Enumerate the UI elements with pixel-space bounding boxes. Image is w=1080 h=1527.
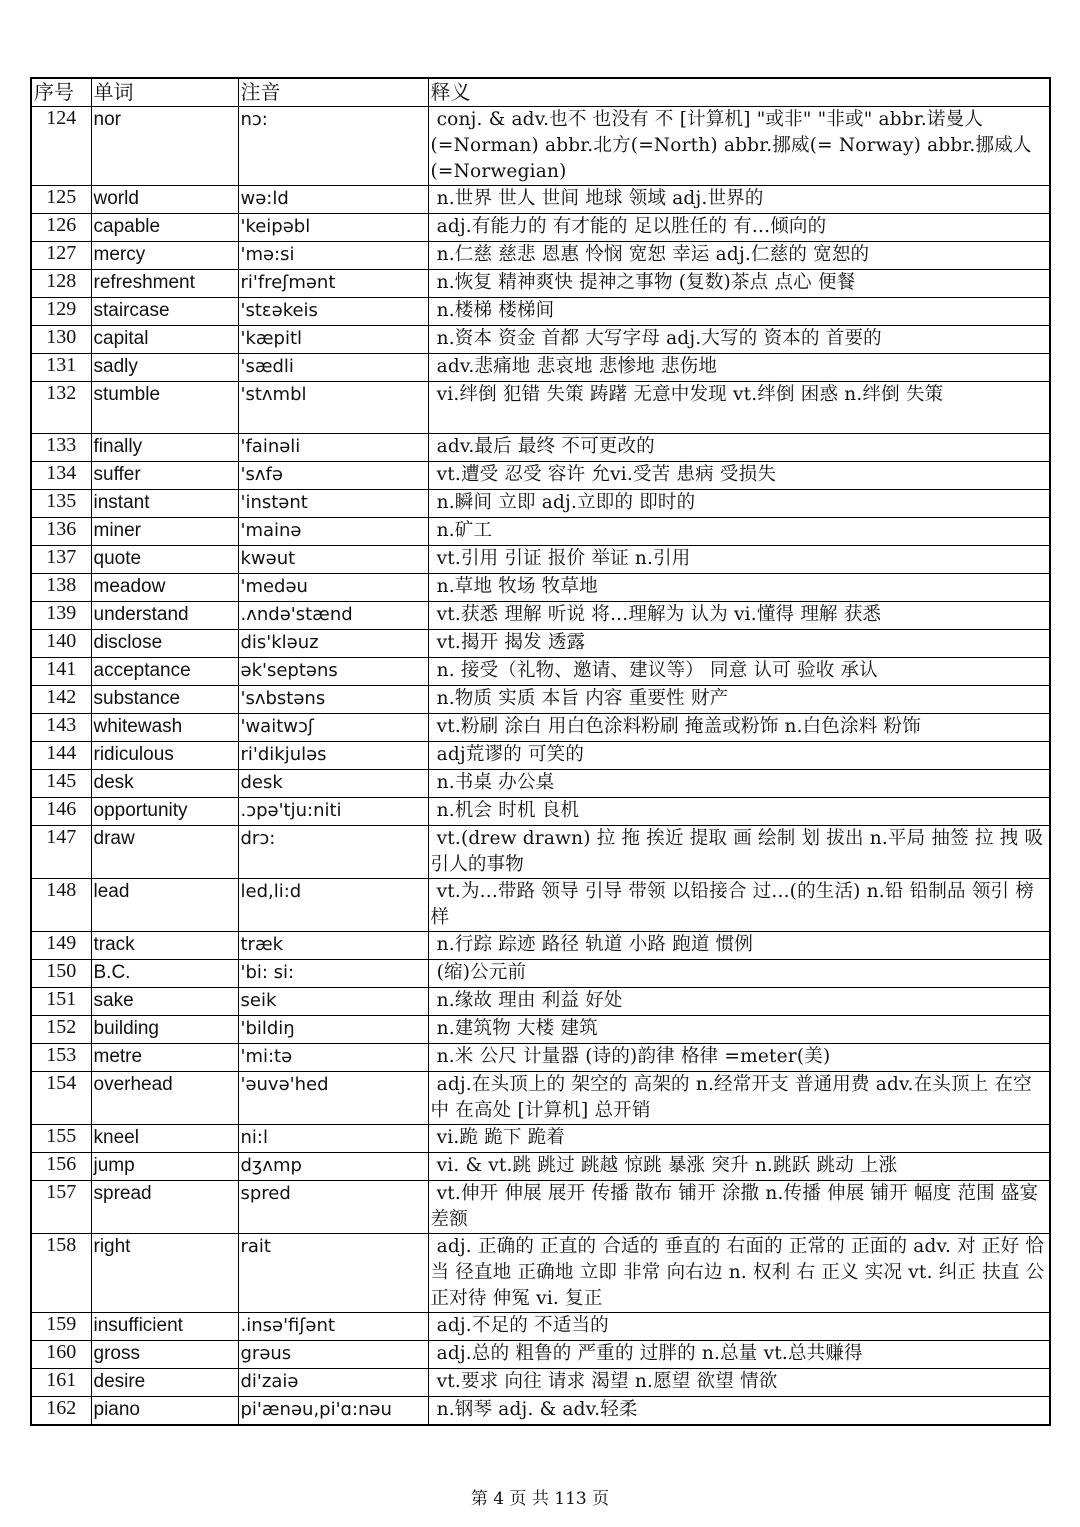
row-number: 124	[31, 107, 91, 186]
row-definition: adv.最后 最终 不可更改的	[428, 434, 1050, 462]
table-row	[31, 214, 1050, 242]
row-number: 149	[31, 932, 91, 960]
table-row	[31, 742, 1050, 770]
row-number: 126	[31, 214, 91, 242]
table-row	[31, 826, 1050, 879]
row-phonetic: 'əuvə'hed	[238, 1072, 428, 1125]
row-phonetic: rait	[238, 1234, 428, 1313]
row-definition: n.资本 资金 首都 大写字母 adj.大写的 资本的 首要的	[428, 326, 1050, 354]
table-row	[31, 186, 1050, 214]
header-definition: 释义	[428, 78, 1050, 107]
row-phonetic: 'kæpitl	[238, 326, 428, 354]
row-word: desk	[91, 770, 238, 798]
row-phonetic: desk	[238, 770, 428, 798]
row-word: piano	[91, 1397, 238, 1426]
table-row	[31, 1313, 1050, 1341]
row-definition: n.米 公尺 计量器 (诗的)韵律 格律 =meter(美)	[428, 1044, 1050, 1072]
row-word: stumble	[91, 382, 238, 434]
row-number: 161	[31, 1369, 91, 1397]
row-phonetic: .ɔpə'tju:niti	[238, 798, 428, 826]
row-definition: n.矿工	[428, 518, 1050, 546]
row-phonetic: 'sʌfə	[238, 462, 428, 490]
row-definition: vt.(drew drawn) 拉 拖 挨近 提取 画 绘制 划 拔出 n.平局 抽签 拉 拽 吸引人的事物	[428, 826, 1050, 879]
row-number: 162	[31, 1397, 91, 1426]
row-word: insufficient	[91, 1313, 238, 1341]
row-definition: n.楼梯 楼梯间	[428, 298, 1050, 326]
table-row	[31, 1016, 1050, 1044]
row-number: 148	[31, 879, 91, 932]
table-row	[31, 932, 1050, 960]
table-row	[31, 658, 1050, 686]
table-row	[31, 630, 1050, 658]
table-row	[31, 326, 1050, 354]
row-number: 131	[31, 354, 91, 382]
row-word: understand	[91, 602, 238, 630]
row-definition: n.瞬间 立即 adj.立即的 即时的	[428, 490, 1050, 518]
table-row	[31, 1181, 1050, 1234]
row-word: mercy	[91, 242, 238, 270]
table-row	[31, 490, 1050, 518]
table-body	[31, 107, 1050, 1426]
header-num: 序号	[31, 78, 91, 107]
table-row	[31, 960, 1050, 988]
row-phonetic: 'waitwɔʃ	[238, 714, 428, 742]
table-row	[31, 798, 1050, 826]
row-number: 125	[31, 186, 91, 214]
table-row	[31, 242, 1050, 270]
row-phonetic: dis'kləuz	[238, 630, 428, 658]
row-phonetic: ri'dikjuləs	[238, 742, 428, 770]
row-word: finally	[91, 434, 238, 462]
row-word: lead	[91, 879, 238, 932]
row-word: meadow	[91, 574, 238, 602]
row-word: nor	[91, 107, 238, 186]
row-word: capital	[91, 326, 238, 354]
row-phonetic: 'bi: si:	[238, 960, 428, 988]
row-phonetic: ni:l	[238, 1125, 428, 1153]
row-number: 134	[31, 462, 91, 490]
row-word: refreshment	[91, 270, 238, 298]
table-row	[31, 382, 1050, 434]
row-phonetic: .insə'fiʃənt	[238, 1313, 428, 1341]
row-phonetic: led,li:d	[238, 879, 428, 932]
row-definition: adj.在头顶上的 架空的 高架的 n.经常开支 普通用费 adv.在头顶上 在空中 在高处 [计算机] 总开销	[428, 1072, 1050, 1125]
row-number: 147	[31, 826, 91, 879]
row-phonetic: seik	[238, 988, 428, 1016]
row-phonetic: 'stʌmbl	[238, 382, 428, 434]
row-phonetic: 'sædli	[238, 354, 428, 382]
row-word: desire	[91, 1369, 238, 1397]
row-definition: vt.伸开 伸展 展开 传播 散布 铺开 涂撒 n.传播 伸展 铺开 幅度 范围 盛宴 差额	[428, 1181, 1050, 1234]
row-phonetic: nɔ:	[238, 107, 428, 186]
row-definition: adv.悲痛地 悲哀地 悲惨地 悲伤地	[428, 354, 1050, 382]
row-definition: vi. & vt.跳 跳过 跳越 惊跳 暴涨 突升 n.跳跃 跳动 上涨	[428, 1153, 1050, 1181]
row-word: world	[91, 186, 238, 214]
row-definition: n.世界 世人 世间 地球 领域 adj.世界的	[428, 186, 1050, 214]
row-number: 145	[31, 770, 91, 798]
row-word: metre	[91, 1044, 238, 1072]
row-phonetic: 'fainəli	[238, 434, 428, 462]
row-definition: vt.粉刷 涂白 用白色涂料粉刷 掩盖或粉饰 n.白色涂料 粉饰	[428, 714, 1050, 742]
row-definition: n.缘故 理由 利益 好处	[428, 988, 1050, 1016]
row-phonetic: ri'freʃmənt	[238, 270, 428, 298]
table-row	[31, 518, 1050, 546]
row-phonetic: dʒʌmp	[238, 1153, 428, 1181]
row-number: 128	[31, 270, 91, 298]
row-word: opportunity	[91, 798, 238, 826]
table-row	[31, 1044, 1050, 1072]
row-phonetic: .ʌndə'stænd	[238, 602, 428, 630]
vocabulary-sheet	[30, 77, 1049, 1426]
row-number: 156	[31, 1153, 91, 1181]
row-phonetic: 'bildiŋ	[238, 1016, 428, 1044]
table-row	[31, 770, 1050, 798]
table-row	[31, 107, 1050, 186]
row-number: 146	[31, 798, 91, 826]
row-number: 150	[31, 960, 91, 988]
row-phonetic: spred	[238, 1181, 428, 1234]
row-definition: n.行踪 踪迹 路径 轨道 小路 跑道 惯例	[428, 932, 1050, 960]
row-word: miner	[91, 518, 238, 546]
row-number: 127	[31, 242, 91, 270]
row-phonetic: træk	[238, 932, 428, 960]
row-number: 135	[31, 490, 91, 518]
row-word: spread	[91, 1181, 238, 1234]
row-word: kneel	[91, 1125, 238, 1153]
row-definition: n. 接受（礼物、邀请、建议等） 同意 认可 验收 承认	[428, 658, 1050, 686]
row-number: 154	[31, 1072, 91, 1125]
row-definition: n.机会 时机 良机	[428, 798, 1050, 826]
row-number: 132	[31, 382, 91, 434]
table-row	[31, 1397, 1050, 1426]
row-word: draw	[91, 826, 238, 879]
vocabulary-table	[30, 77, 1051, 1426]
row-word: building	[91, 1016, 238, 1044]
row-phonetic: grəus	[238, 1341, 428, 1369]
row-phonetic: 'sʌbstəns	[238, 686, 428, 714]
row-number: 155	[31, 1125, 91, 1153]
row-definition: n.草地 牧场 牧草地	[428, 574, 1050, 602]
row-number: 160	[31, 1341, 91, 1369]
row-definition: adj.总的 粗鲁的 严重的 过胖的 n.总量 vt.总共赚得	[428, 1341, 1050, 1369]
row-definition: adj.有能力的 有才能的 足以胜任的 有...倾向的	[428, 214, 1050, 242]
row-phonetic: wə:ld	[238, 186, 428, 214]
table-row	[31, 270, 1050, 298]
row-word: overhead	[91, 1072, 238, 1125]
row-number: 130	[31, 326, 91, 354]
row-definition: n.恢复 精神爽快 提神之事物 (复数)茶点 点心 便餐	[428, 270, 1050, 298]
row-word: track	[91, 932, 238, 960]
row-definition: vt.引用 引证 报价 举证 n.引用	[428, 546, 1050, 574]
table-row	[31, 1234, 1050, 1313]
row-definition: n.钢琴 adj. & adv.轻柔	[428, 1397, 1050, 1426]
row-phonetic: 'instənt	[238, 490, 428, 518]
row-word: disclose	[91, 630, 238, 658]
table-row	[31, 462, 1050, 490]
row-number: 157	[31, 1181, 91, 1234]
row-definition: n.物质 实质 本旨 内容 重要性 财产	[428, 686, 1050, 714]
row-number: 137	[31, 546, 91, 574]
table-row	[31, 1153, 1050, 1181]
row-number: 159	[31, 1313, 91, 1341]
header-word: 单词	[91, 78, 238, 107]
row-phonetic: 'stεəkeis	[238, 298, 428, 326]
row-word: acceptance	[91, 658, 238, 686]
row-number: 153	[31, 1044, 91, 1072]
row-word: instant	[91, 490, 238, 518]
row-number: 143	[31, 714, 91, 742]
row-number: 139	[31, 602, 91, 630]
table-row	[31, 298, 1050, 326]
row-word: substance	[91, 686, 238, 714]
row-word: sadly	[91, 354, 238, 382]
row-phonetic: drɔ:	[238, 826, 428, 879]
row-phonetic: 'medəu	[238, 574, 428, 602]
table-header-row	[31, 78, 1050, 107]
row-word: whitewash	[91, 714, 238, 742]
row-word: sake	[91, 988, 238, 1016]
row-word: right	[91, 1234, 238, 1313]
row-definition: vt.为...带路 领导 引导 带领 以铅接合 过...(的生活) n.铅 铅制品 领引 榜样	[428, 879, 1050, 932]
table-row	[31, 1341, 1050, 1369]
row-phonetic: kwəut	[238, 546, 428, 574]
row-phonetic: pi'ænəu,pi'ɑ:nəu	[238, 1397, 428, 1426]
row-phonetic: 'mə:si	[238, 242, 428, 270]
row-definition: vi.跪 跪下 跪着	[428, 1125, 1050, 1153]
table-row	[31, 546, 1050, 574]
table-row	[31, 1125, 1050, 1153]
row-definition: vt.遭受 忍受 容许 允vi.受苦 患病 受损失	[428, 462, 1050, 490]
row-word: quote	[91, 546, 238, 574]
row-number: 140	[31, 630, 91, 658]
table-row	[31, 354, 1050, 382]
row-definition: vi.绊倒 犯错 失策 踌躇 无意中发现 vt.绊倒 困惑 n.绊倒 失策	[428, 382, 1050, 434]
table-row	[31, 714, 1050, 742]
row-phonetic: di'zaiə	[238, 1369, 428, 1397]
row-phonetic: 'mainə	[238, 518, 428, 546]
row-number: 142	[31, 686, 91, 714]
table-row	[31, 1369, 1050, 1397]
page-footer: 第 4 页 共 113 页	[470, 1489, 610, 1509]
row-phonetic: 'keipəbl	[238, 214, 428, 242]
table-row	[31, 686, 1050, 714]
row-definition: vt.要求 向往 请求 渴望 n.愿望 欲望 情欲	[428, 1369, 1050, 1397]
row-word: staircase	[91, 298, 238, 326]
table-row	[31, 988, 1050, 1016]
header-ipa: 注音	[238, 78, 428, 107]
row-definition: (缩)公元前	[428, 960, 1050, 988]
row-definition: vt.获悉 理解 听说 将...理解为 认为 vi.懂得 理解 获悉	[428, 602, 1050, 630]
row-number: 133	[31, 434, 91, 462]
table-row	[31, 434, 1050, 462]
row-phonetic: ək'septəns	[238, 658, 428, 686]
row-number: 151	[31, 988, 91, 1016]
row-number: 129	[31, 298, 91, 326]
row-number: 144	[31, 742, 91, 770]
row-definition: vt.揭开 揭发 透露	[428, 630, 1050, 658]
row-number: 138	[31, 574, 91, 602]
row-number: 152	[31, 1016, 91, 1044]
row-phonetic: 'mi:tə	[238, 1044, 428, 1072]
row-word: gross	[91, 1341, 238, 1369]
table-row	[31, 1072, 1050, 1125]
row-definition: conj. & adv.也不 也没有 不 [计算机] "或非" "非或" abbr.诺曼人(=Norman) abbr.北方(=North) abbr.挪威(= Norway) abbr.挪威人(=Norwegian)	[428, 107, 1050, 186]
table-row	[31, 574, 1050, 602]
row-word: suffer	[91, 462, 238, 490]
row-definition: n.建筑物 大楼 建筑	[428, 1016, 1050, 1044]
row-word: B.C.	[91, 960, 238, 988]
table-row	[31, 879, 1050, 932]
table-row	[31, 602, 1050, 630]
row-definition: adj. 正确的 正直的 合适的 垂直的 右面的 正常的 正面的 adv. 对 正好 恰当 径直地 正确地 立即 非常 向右边 n. 权利 右 正义 实况 vt. 纠正 扶直 公正对待 伸冤 vi. 复正	[428, 1234, 1050, 1313]
row-word: ridiculous	[91, 742, 238, 770]
row-number: 136	[31, 518, 91, 546]
row-definition: adj荒谬的 可笑的	[428, 742, 1050, 770]
row-definition: n.仁慈 慈悲 恩惠 怜悯 宽恕 幸运 adj.仁慈的 宽恕的	[428, 242, 1050, 270]
row-word: jump	[91, 1153, 238, 1181]
row-definition: adj.不足的 不适当的	[428, 1313, 1050, 1341]
row-definition: n.书桌 办公桌	[428, 770, 1050, 798]
row-number: 141	[31, 658, 91, 686]
row-word: capable	[91, 214, 238, 242]
row-number: 158	[31, 1234, 91, 1313]
